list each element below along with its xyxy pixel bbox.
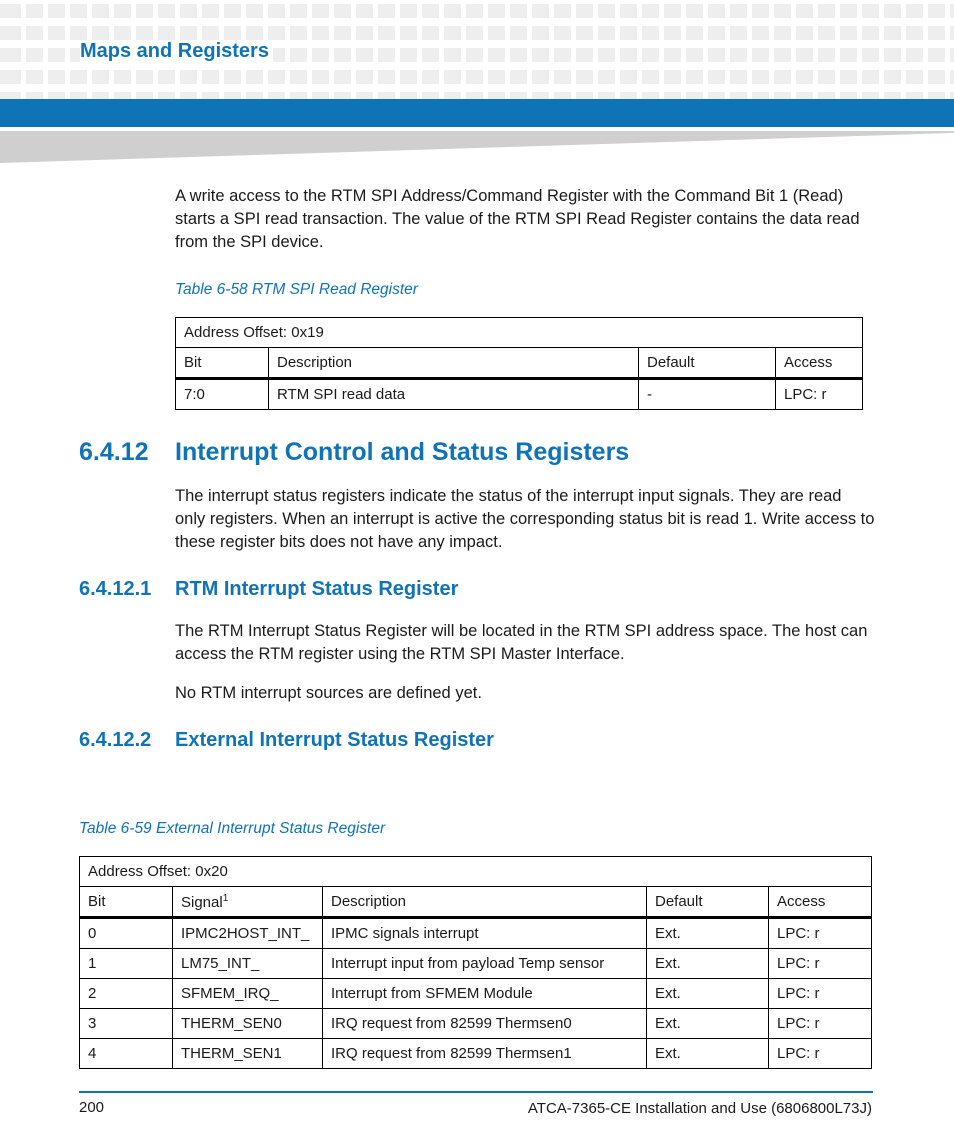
- header-cell: Access: [769, 887, 872, 918]
- table-59-caption: Table 6-59 External Interrupt Status Register: [79, 820, 386, 837]
- table-cell: 1: [80, 949, 173, 979]
- table-cell: 7:0: [176, 379, 269, 410]
- header-cell: Access: [776, 348, 863, 379]
- table-row: [80, 1009, 872, 1039]
- header-grey-wedge: [0, 131, 954, 163]
- table-cell: RTM SPI read data: [269, 379, 639, 410]
- table-row: [80, 949, 872, 979]
- footnote-marker: 1: [222, 892, 229, 904]
- section-6-4-12-paragraph: The interrupt status registers indicate the status of the interrupt input signals. They are read only registers. When an interrupt is active the corresponding status bit is read 1. Write access to these register bits does not have any impact.: [175, 487, 875, 551]
- header-cell: Description: [323, 887, 647, 918]
- table-cell: Ext.: [647, 918, 769, 949]
- table-cell: SFMEM_IRQ_: [173, 979, 323, 1009]
- section-heading-6-4-12-2: [79, 729, 494, 752]
- table-row: [80, 1039, 872, 1069]
- table-row: [80, 857, 872, 887]
- table-cell: LPC: r: [769, 979, 872, 1009]
- running-header-title: Maps and Registers: [80, 40, 273, 63]
- header-blue-band: [0, 99, 954, 127]
- header-cell: Bit: [176, 348, 269, 379]
- section-number: 6.4.12.1: [79, 578, 152, 600]
- table-cell: 2: [80, 979, 173, 1009]
- table-cell: Ext.: [647, 949, 769, 979]
- page-number: 200: [79, 1099, 105, 1116]
- section-heading-6-4-12-1: [79, 578, 458, 601]
- header-cell: Default: [647, 887, 769, 918]
- table-cell: -: [639, 379, 776, 410]
- section-title: External Interrupt Status Register: [175, 729, 494, 751]
- table-cell: LM75_INT_: [173, 949, 323, 979]
- table-cell: LPC: r: [776, 379, 863, 410]
- header-cell: Description: [269, 348, 639, 379]
- address-offset-cell: Address Offset: 0x20: [80, 857, 872, 887]
- table-59: [79, 856, 872, 1069]
- section-heading-6-4-12: [79, 438, 629, 467]
- table-cell: 0: [80, 918, 173, 949]
- table-cell: Ext.: [647, 1039, 769, 1069]
- table-cell: 3: [80, 1009, 173, 1039]
- header-cell-label: Signal: [181, 893, 223, 911]
- header-cell: Bit: [80, 887, 173, 918]
- table-cell: THERM_SEN0: [173, 1009, 323, 1039]
- table-cell: LPC: r: [769, 1039, 872, 1069]
- section-6-4-12-1-paragraph-1: The RTM Interrupt Status Register will be located in the RTM SPI address space. The host can access the RTM register using the RTM SPI Master Interface.: [175, 622, 868, 663]
- section-title: RTM Interrupt Status Register: [175, 578, 459, 600]
- table-cell: LPC: r: [769, 949, 872, 979]
- section-number: 6.4.12.2: [79, 729, 152, 751]
- table-row: [80, 918, 872, 949]
- table-cell: THERM_SEN1: [173, 1039, 323, 1069]
- table-cell: IRQ request from 82599 Thermsen0: [323, 1009, 647, 1039]
- table-cell: Interrupt from SFMEM Module: [323, 979, 647, 1009]
- table-cell: LPC: r: [769, 1009, 872, 1039]
- table-cell: IRQ request from 82599 Thermsen1: [323, 1039, 647, 1069]
- table-58-caption: Table 6-58 RTM SPI Read Register: [175, 281, 418, 298]
- intro-paragraph: A write access to the RTM SPI Address/Command Register with the Command Bit 1 (Read) starts a SPI read transaction. The value of the RTM SPI Read Register contains the data read from the SPI device.: [175, 187, 860, 251]
- address-offset-cell: Address Offset: 0x19: [176, 318, 863, 348]
- table-cell: Ext.: [647, 1009, 769, 1039]
- table-row: [176, 379, 863, 410]
- section-number: 6.4.12: [79, 438, 149, 466]
- table-cell: IPMC2HOST_INT_: [173, 918, 323, 949]
- table-row: [80, 979, 872, 1009]
- table-cell: 4: [80, 1039, 173, 1069]
- table-58: [175, 317, 863, 410]
- table-cell: IPMC signals interrupt: [323, 918, 647, 949]
- table-header-row: [176, 348, 863, 379]
- section-6-4-12-1-paragraph-2: No RTM interrupt sources are defined yet.: [175, 684, 482, 702]
- table-cell: Interrupt input from payload Temp sensor: [323, 949, 647, 979]
- section-title: Interrupt Control and Status Registers: [175, 438, 630, 466]
- table-header-row: [80, 887, 872, 918]
- table-cell: Ext.: [647, 979, 769, 1009]
- header-cell-signal: [173, 887, 323, 918]
- footer-rule: [79, 1091, 873, 1093]
- table-row: [176, 318, 863, 348]
- document-title: ATCA-7365-CE Installation and Use (6806800L73J): [527, 1100, 872, 1117]
- table-cell: LPC: r: [769, 918, 872, 949]
- header-cell: Default: [639, 348, 776, 379]
